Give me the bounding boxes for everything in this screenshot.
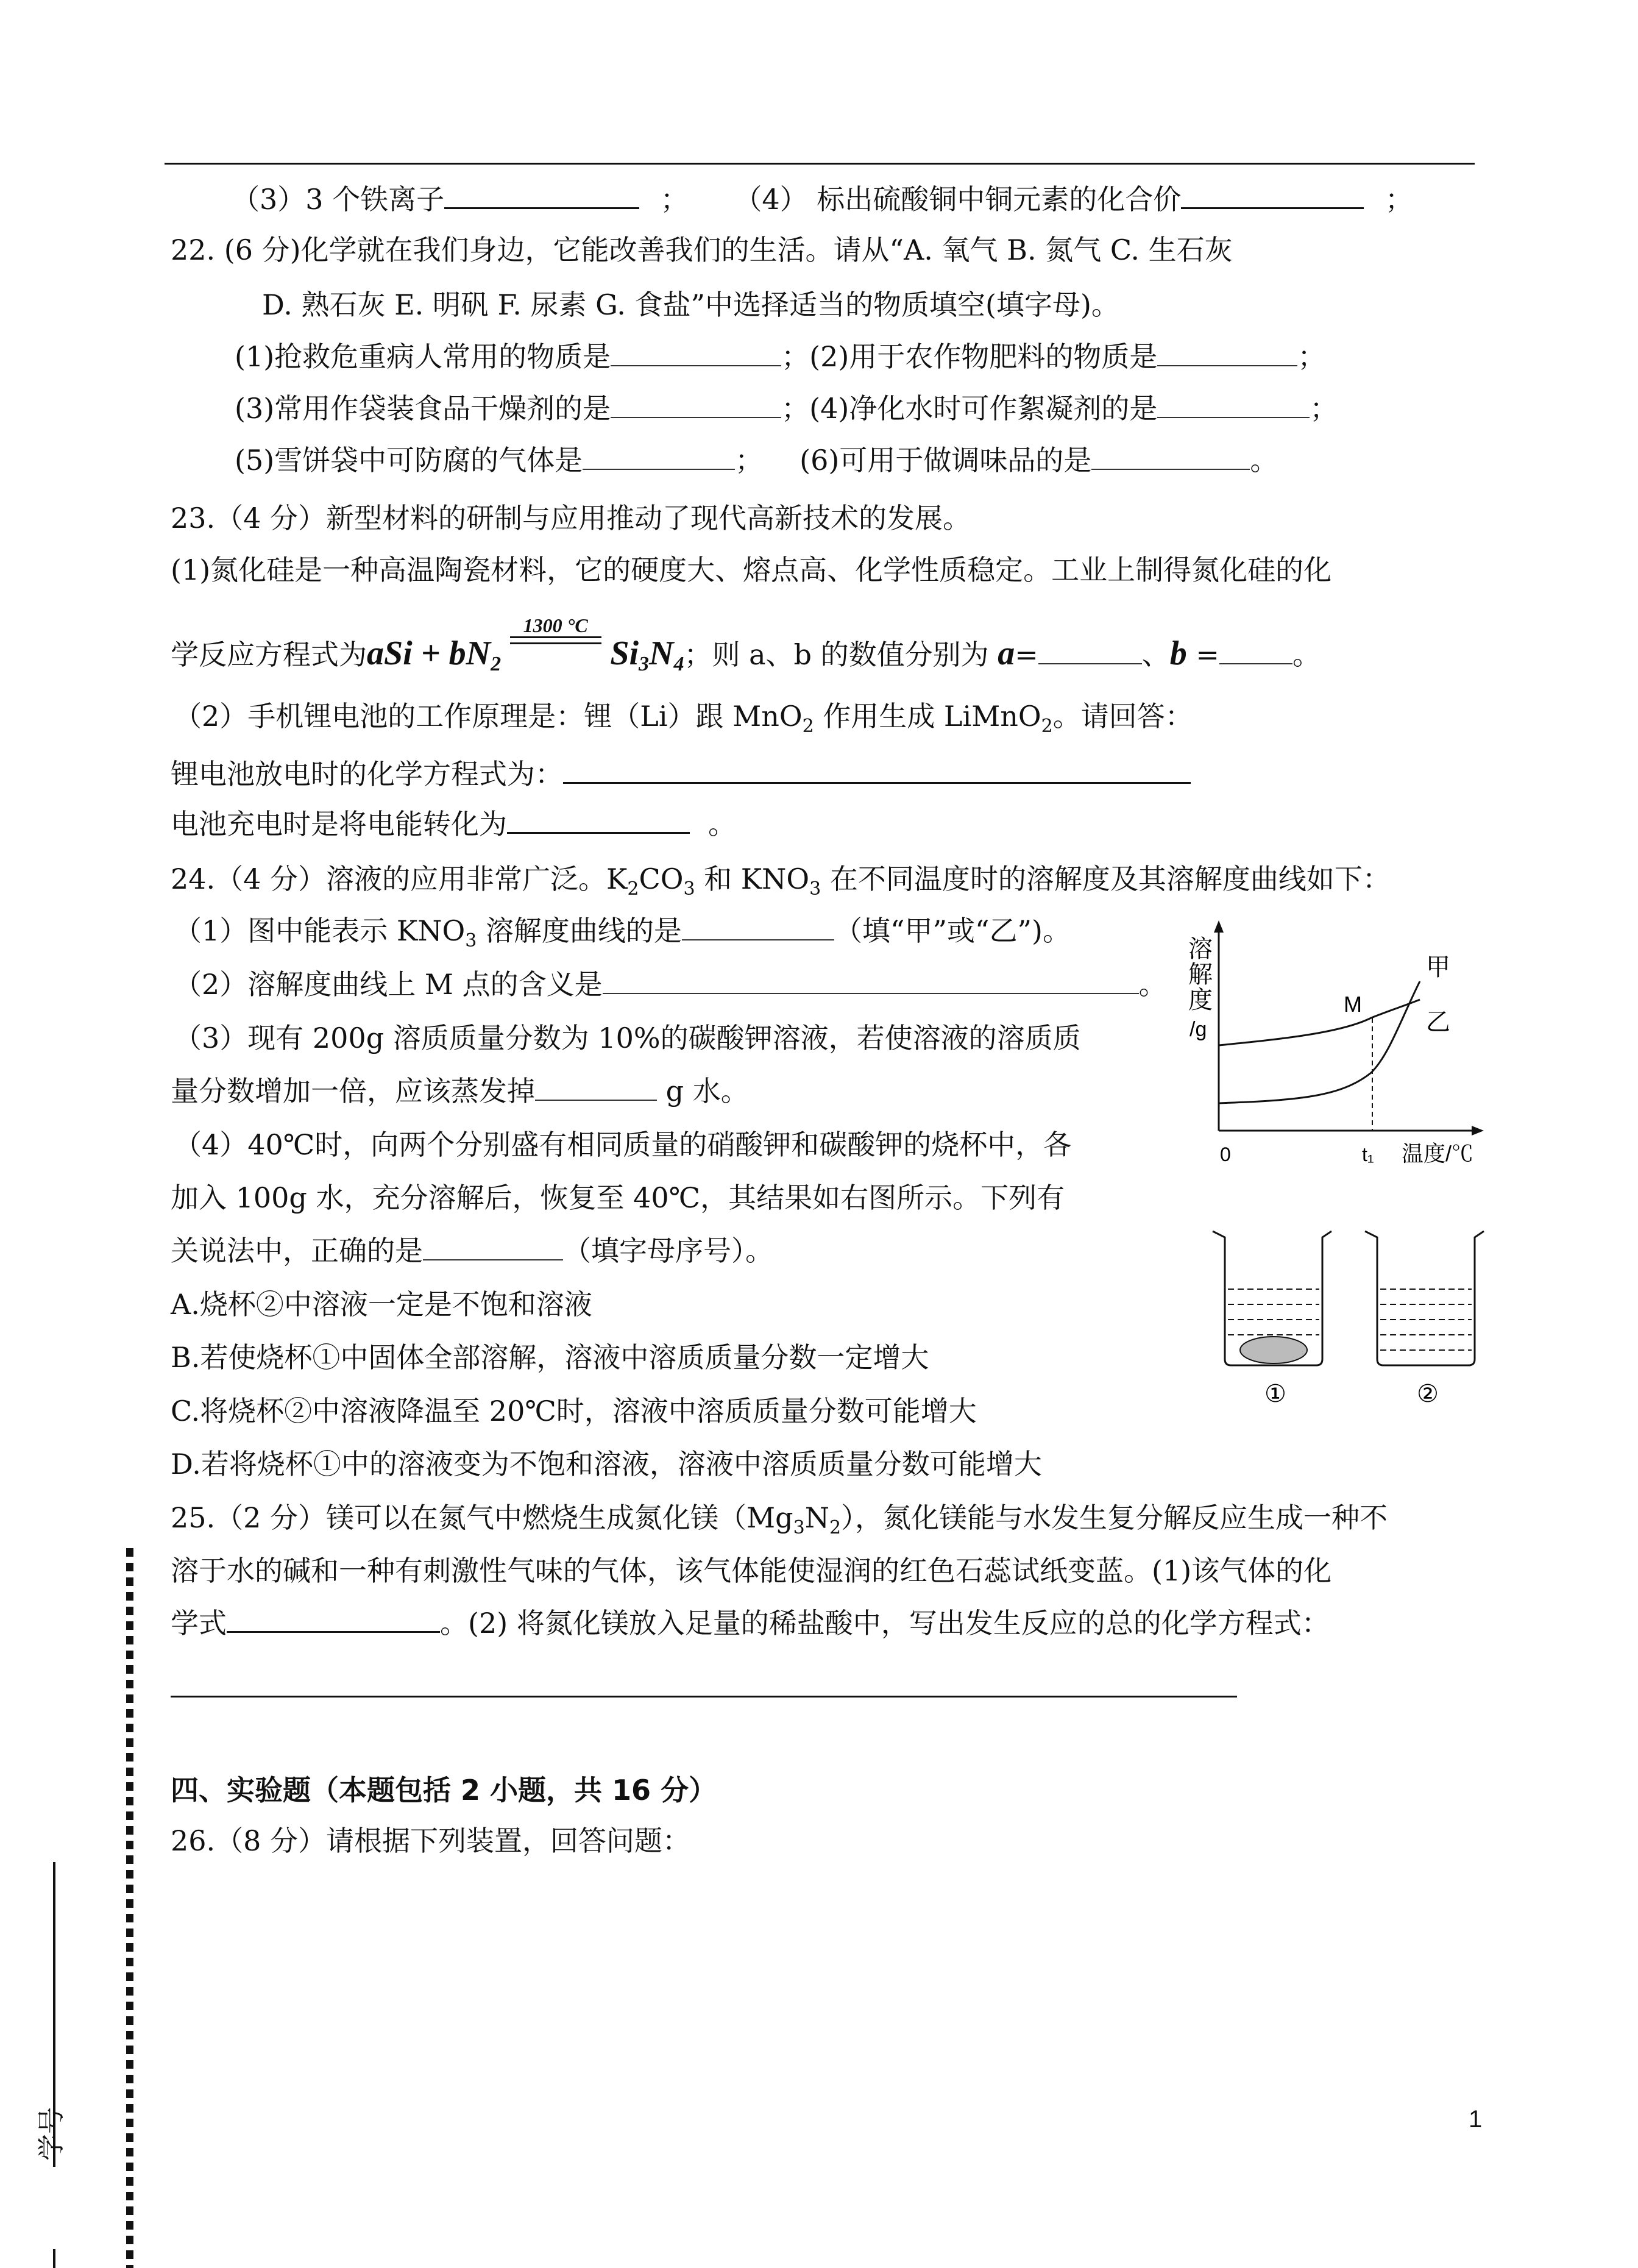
q23-p3: 锂电池放电时的化学方程式为： (171, 756, 1191, 792)
graph-xlabel: 温度/℃ (1402, 1141, 1474, 1166)
q21-part4: （4） 标出硫酸铜中铜元素的化合价 (734, 183, 1182, 216)
solubility-curve-figure (1188, 914, 1505, 1176)
q21-blank-3 (444, 183, 639, 209)
q25-answer-line (171, 1696, 1237, 1697)
graph-ylabel-1: 溶 (1188, 936, 1213, 962)
beaker-2 (1365, 1231, 1484, 1408)
equation-left: aSi + bN (367, 635, 491, 672)
q26-stem: 26.（8 分）请根据下列装置，回答问题： (171, 1824, 691, 1857)
label-yi: 乙 (1426, 1009, 1450, 1036)
q24-stem: 24.（4 分）溶液的应用非常广泛。$K_2CO_3$ 和 $KNO_3$ 在不同温度时的溶解度及其溶解度曲线如下： (171, 862, 1391, 900)
label-origin: 0 (1220, 1143, 1231, 1165)
q24-i3b: 量分数增加一倍，应该蒸发掉 g 水。 (171, 1075, 749, 1107)
solid-crystals (1240, 1337, 1307, 1363)
student-id-label: 学号 (36, 2107, 67, 2161)
q23-p4: 电池充电时是将电能转化为 。 (171, 808, 736, 841)
q22-stem-2: D. 熟石灰 E. 明矾 F. 尿素 G. 食盐”中选择适当的物质填空(填字母)。 (262, 288, 1119, 321)
q23-p2: （2）手机锂电池的工作原理是：锂（Li）跟 MnO$_2$ 作用生成 LiMnO$_2$。请回答： (174, 700, 1193, 738)
binding-dotted-line (126, 1548, 133, 2268)
beakers-figure (1207, 1219, 1499, 1414)
page-number: 1 (1469, 2106, 1483, 2133)
header-rule (165, 163, 1475, 165)
q21-line: （3）3 个铁离子 ； （4） 标出硫酸铜中铜元素的化合价 ； (232, 183, 1413, 216)
label-jia: 甲 (1426, 954, 1450, 981)
q24-i4a: （4）40℃时，向两个分别盛有相同质量的硝酸钾和碳酸钾的烧杯中，各 (174, 1128, 1072, 1161)
q22-row-2: (3)常用作袋装食品干燥剂的是 ；(4)净化水时可作絮凝剂的是 ； (235, 392, 1338, 425)
q24-i4c: 关说法中，正确的是 （填字母序号）。 (171, 1234, 773, 1267)
graph-ylabel-2: 解 (1188, 961, 1213, 988)
q22-stem-1: 22. (6 分)化学就在我们身边，它能改善我们的生活。请从“A. 氧气 B. 氮气 C. 生石灰 (171, 233, 1233, 266)
q24-option-a: A.烧杯②中溶液一定是不饱和溶液 (171, 1288, 592, 1321)
q24-i2: （2）溶解度曲线上 M 点的含义是 。 (174, 968, 1167, 1001)
student-id-line-2 (53, 2249, 55, 2268)
q24-option-c: C.将烧杯②中溶液降温至 20℃时，溶液中溶质质量分数可能增大 (171, 1395, 977, 1427)
q24-i3a: （3）现有 200g 溶质质量分数为 10%的碳酸钾溶液，若使溶液的溶质质 (174, 1022, 1081, 1054)
q22-row-1: (1)抢救危重病人常用的物质是 ；(2)用于农作物肥料的物质是 ； (235, 340, 1326, 373)
q25-line-1: 25.（2 分）镁可以在氮气中燃烧生成氮化镁$(Mg_3N_2)$，氮化镁能与水发生复分解反应生成一种不 (171, 1501, 1388, 1539)
graph-ylabel-3: 度 (1188, 987, 1213, 1014)
q25-line-3: 学式 。(2) 将氮化镁放入足量的稀盐酸中，写出发生反应的总的化学方程式： (171, 1607, 1330, 1640)
section-4-title: 四、实验题（本题包括 2 小题，共 16 分） (171, 1774, 717, 1807)
beaker-1 (1213, 1231, 1331, 1408)
graph-ylabel-4: /g (1190, 1018, 1207, 1041)
q21-blank-4 (1181, 183, 1364, 209)
q24-option-b: B.若使烧杯①中固体全部溶解，溶液中溶质质量分数一定增大 (171, 1341, 929, 1374)
reaction-condition: 1300 °C (510, 628, 601, 664)
q23-stem: 23.（4 分）新型材料的研制与应用推动了现代高新技术的发展。 (171, 502, 971, 535)
label-t1: t₁ (1362, 1143, 1374, 1165)
q23-p1b: 学反应方程式为aSi + $bN_2$ 1300 °C $Si_3N_4$；则 a、b 的数值分别为 a= 、b = 。 (171, 614, 1321, 676)
q25-line-2: 溶于水的碱和一种有刺激性气味的气体，该气体能使湿润的红色石蕊试纸变蓝。(1)该气体的化 (171, 1554, 1332, 1587)
curve-yi (1219, 1000, 1420, 1045)
q22-row-3: (5)雪饼袋中可防腐的气体是 ； (6)可用于做调味品的是 。 (235, 444, 1278, 477)
q24-i4b: 加入 100g 水，充分溶解后，恢复至 40℃，其结果如右图所示。下列有 (171, 1181, 1065, 1214)
label-m: M (1344, 992, 1362, 1017)
beaker-2-label: ② (1417, 1380, 1439, 1408)
beaker-1-label: ① (1264, 1380, 1286, 1408)
q23-p1a: (1)氮化硅是一种高温陶瓷材料，它的硬度大、熔点高、化学性质稳定。工业上制得氮化硅的化 (171, 553, 1332, 586)
q24-i1: （1）图中能表示 $KNO_3$ 溶解度曲线的是 （填“甲”或“乙”)。 (174, 914, 1071, 952)
q24-option-d: D.若将烧杯①中的溶液变为不饱和溶液，溶液中溶质质量分数可能增大 (171, 1448, 1042, 1481)
equation-right: Si (610, 635, 639, 672)
q21-part3: （3）3 个铁离子 (232, 183, 445, 216)
